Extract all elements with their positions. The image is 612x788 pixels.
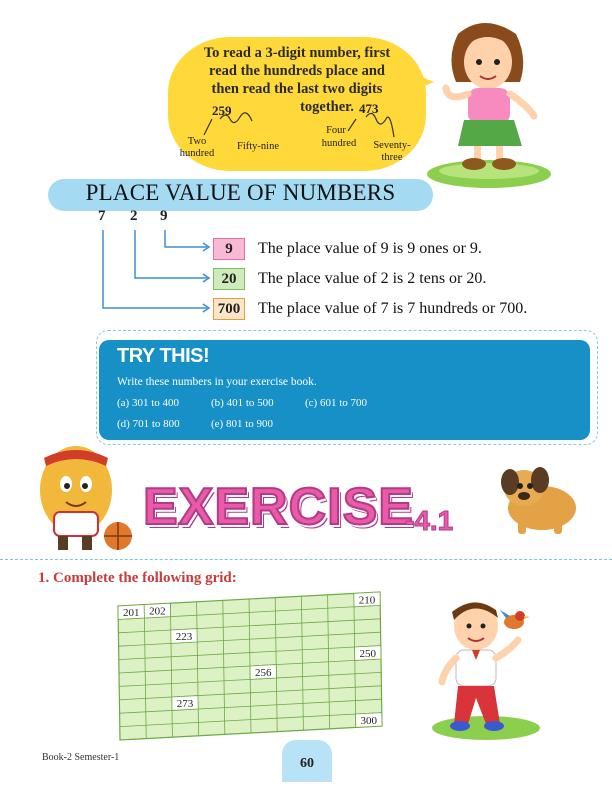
place-value-box-ones: 9 — [213, 238, 245, 260]
try-this-title: TRY THIS! — [117, 345, 210, 367]
place-value-arrows — [95, 226, 215, 316]
grid-cell-value: 273 — [176, 698, 194, 710]
place-value-box-tens: 20 — [213, 268, 245, 290]
dog-icon — [494, 460, 584, 538]
speech-bubble — [168, 37, 426, 171]
try-item-d: (d) 701 to 800 — [117, 418, 180, 430]
place-value-text-tens: The place value of 2 is 2 tens or 20. — [258, 270, 487, 287]
number-grid — [112, 588, 394, 746]
grid-cell-value: 300 — [360, 715, 378, 727]
bubble-arrows — [168, 37, 426, 171]
place-value-text-hundreds: The place value of 7 is 7 hundreds or 700. — [258, 300, 528, 317]
bubble-line-4: together. — [300, 99, 354, 115]
exercise-title: EXERCISE — [143, 478, 414, 536]
place-value-box-hundreds: 700 — [213, 298, 245, 320]
example-label-two: Two — [187, 136, 207, 147]
question-1: 1. Complete the following grid: — [38, 570, 237, 586]
section-divider — [0, 559, 612, 560]
grid-cell-value: 256 — [254, 667, 272, 679]
example-label-four: Four — [326, 125, 346, 136]
example-number-473: 473 — [359, 101, 379, 116]
example-label-seventy: Seventy- — [373, 140, 411, 151]
grid-cell-value: 202 — [149, 605, 166, 618]
example-label-hundred-2: hundred — [321, 138, 357, 149]
page-title: PLACE VALUE OF NUMBERS — [85, 180, 396, 205]
grid-cell-value: 223 — [175, 631, 193, 643]
exercise-number: -4.1 — [405, 505, 454, 536]
example-label-fifty-nine: Fifty-nine — [237, 141, 279, 152]
boy-icon — [424, 600, 558, 744]
bubble-line-3: then read the last two digits — [211, 81, 383, 97]
place-value-text-ones: The place value of 9 is 9 ones or 9. — [258, 240, 482, 257]
footer-book-label: Book-2 Semester-1 — [42, 752, 120, 763]
example-label-hundred: hundred — [179, 148, 215, 159]
grid-cell-value: 250 — [359, 648, 377, 660]
digit-ones: 9 — [160, 208, 168, 224]
grid-cell-value: 201 — [122, 607, 140, 619]
try-item-a: (a) 301 to 400 — [117, 397, 180, 409]
grid-cell-value: 210 — [358, 594, 376, 607]
bubble-line-2: read the hundreds place and — [209, 63, 385, 79]
example-number-259: 259 — [212, 103, 232, 118]
try-this-instruction: Write these numbers in your exercise book. — [117, 376, 317, 388]
page-number: 60 — [300, 756, 314, 771]
potato-basketball-icon — [22, 432, 142, 554]
digit-tens: 2 — [130, 208, 138, 224]
example-label-three: three — [381, 152, 403, 163]
try-item-c: (c) 601 to 700 — [305, 397, 368, 409]
try-item-b: (b) 401 to 500 — [211, 397, 274, 409]
try-item-e: (e) 801 to 900 — [211, 418, 274, 430]
girl-icon — [424, 18, 554, 190]
bird-icon — [498, 604, 532, 634]
digit-hundreds: 7 — [98, 208, 106, 224]
bubble-line-1: To read a 3-digit number, first — [203, 45, 391, 61]
